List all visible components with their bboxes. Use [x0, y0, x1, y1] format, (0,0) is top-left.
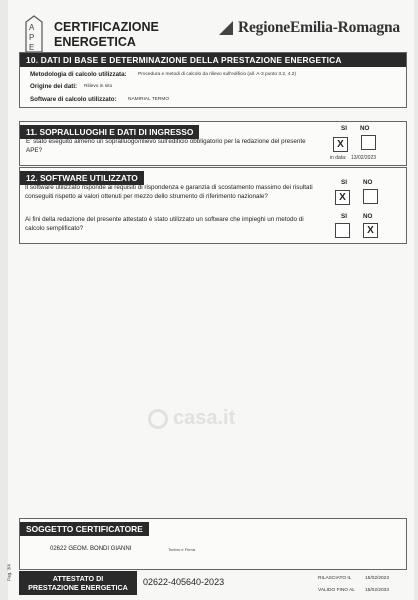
section-11-title: 11. SOPRALLUOGHI E DATI DI INGRESSO — [20, 125, 199, 139]
region-emblem-icon — [218, 20, 234, 36]
attestato-line1: ATTESTATO DI — [52, 574, 104, 583]
yes-column-label: SI — [341, 125, 347, 132]
certificate-code: 02622-405640-2023 — [143, 577, 225, 587]
certifier-box — [19, 518, 407, 570]
valid-until-date: 15/02/2033 — [365, 588, 390, 593]
calc-method-label: Metodologia di calcolo utilizzata: — [30, 71, 127, 78]
certifier-title: SOGGETTO CERTIFICATORE — [20, 522, 149, 536]
ape-logo-icon — [20, 12, 48, 56]
watermark-logo-icon — [148, 409, 168, 429]
q2-yes-checkbox[interactable] — [335, 223, 350, 238]
data-origin-label: Origine dei dati: — [30, 83, 78, 90]
document-title-line2: ENERGETICA — [54, 35, 136, 49]
q1-yes-label: SI — [341, 179, 347, 186]
inspection-date-value: 13/02/2023 — [351, 155, 377, 161]
watermark — [148, 407, 235, 430]
watermark-text: casa.it — [173, 407, 236, 429]
valid-until-label: VALIDO FINO AL — [318, 588, 355, 593]
q1-no-checkbox[interactable] — [363, 189, 378, 204]
q2-no-label: NO — [363, 213, 373, 220]
software-label: Software di calcolo utilizzato: — [30, 96, 117, 103]
section-11-box — [19, 121, 407, 166]
data-origin-value: Rilievo in sito — [84, 84, 113, 89]
section-12-box — [19, 167, 407, 244]
attestato-badge — [19, 571, 137, 595]
certifier-name: 02622 GEOM. BONDI GIANNI — [50, 546, 132, 552]
inspection-question: E' stato eseguito almeno un sopralluogo/rilievo sull'edificio obbligatorio per la redazione del presente APE? — [26, 138, 306, 154]
logo-letter-a: A — [29, 23, 35, 32]
attestato-line2: PRESTAZIONE ENERGETICA — [28, 583, 128, 592]
simplified-method-question: Ai fini della redazione del presente attestato è stato utilizzato un software che impieghi un metodo di calcolo semplificato? — [25, 216, 304, 232]
q2-yes-label: SI — [341, 213, 347, 220]
calc-method-value: Procedura e metodi di calcolo da rilievo sull'edificio (all. A-3 punto 3.2, 4.2) — [138, 72, 296, 77]
region-name: RegioneEmilia-Romagna — [238, 19, 400, 36]
section-12-title: 12. SOFTWARE UTILIZZATO — [20, 171, 144, 185]
no-column-label: NO — [360, 125, 370, 132]
issued-date: 15/02/2023 — [365, 576, 390, 581]
document-title — [54, 20, 159, 50]
section-10-title: 10. DATI DI BASE E DETERMINAZIONE DELLA PRESTAZIONE ENERGETICA — [20, 53, 406, 67]
page-number: Pag. 3/4 — [6, 564, 12, 581]
q1-yes-checkbox[interactable]: X — [335, 190, 350, 205]
software-requirements-question: Il software utilizzato risponde ai requisiti di rispondenza e garanzia di scostamento massimo dei risultati conseguiti rispetto ai valori ottenuti per mezzo dello strumento di riferimento nazionale? — [25, 184, 313, 200]
stamp-label: Timbro e Firma — [168, 547, 195, 552]
q1-no-label: NO — [363, 179, 373, 186]
document-title-line1: CERTIFICAZIONE — [54, 20, 159, 34]
section-10-box — [19, 52, 407, 108]
logo-letter-p: P — [29, 33, 35, 42]
software-value: NAMIRIAL TERMO — [128, 97, 170, 102]
inspection-date-label: in data: — [330, 155, 347, 161]
inspection-yes-checkbox[interactable]: X — [333, 137, 348, 152]
issued-label: RILASCIATO IL — [318, 576, 352, 581]
logo-letter-e: E — [29, 43, 35, 52]
region-brand — [218, 19, 400, 37]
inspection-no-checkbox[interactable] — [361, 135, 376, 150]
q2-no-checkbox[interactable]: X — [363, 223, 378, 238]
